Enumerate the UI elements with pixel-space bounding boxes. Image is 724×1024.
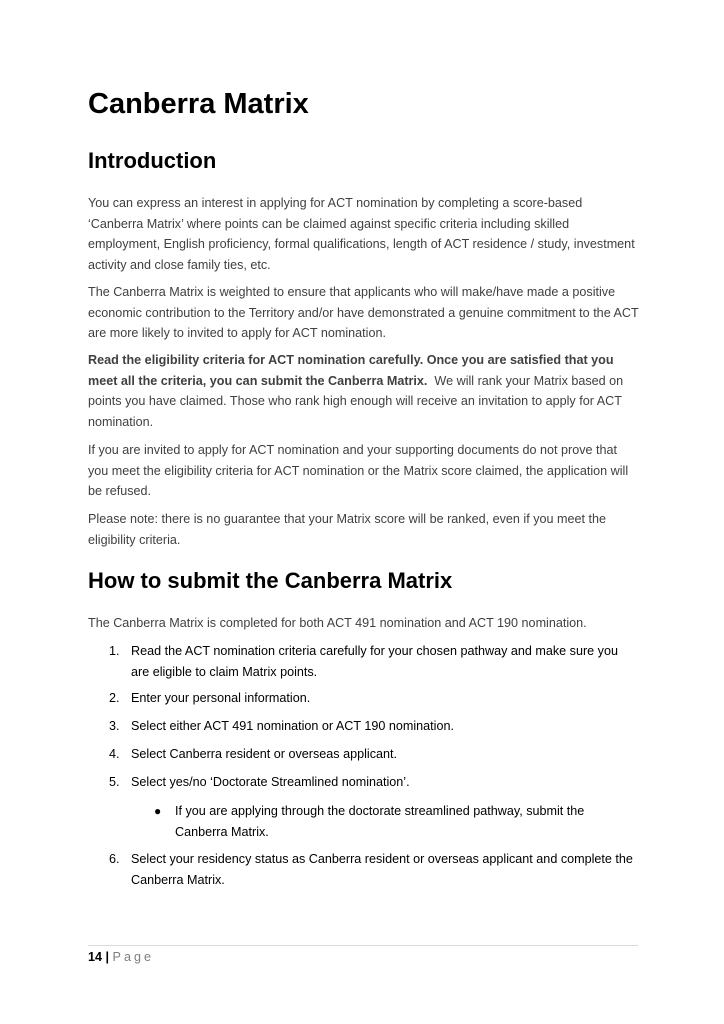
introduction-heading: Introduction — [88, 148, 217, 173]
list-item-text: Enter your personal information. — [131, 691, 311, 705]
intro-paragraph-1: You can express an interest in applying for ACT nomination by completing a score-based ‘Canberra Matrix’ where points can be claimed against specific criteria including skilled employment, English proficiency, formal qualifications, length of ACT residence / study, investment activity and close family ties, etc. — [88, 196, 635, 272]
list-item-number: 4. — [109, 747, 120, 761]
list-item-text: Select Canberra resident or overseas applicant. — [131, 747, 398, 761]
list-item-number: 5. — [109, 775, 120, 789]
list-item-number: 1. — [109, 644, 120, 658]
eligibility-bold-text: Read the eligibility criteria for ACT nomination carefully. Once you are satisfied that you meet all the criteria, you can submit the Canberra Matrix. — [88, 353, 614, 388]
list-item-number: 3. — [109, 719, 120, 733]
footer-divider — [88, 945, 638, 946]
list-item-text: Read the ACT nomination criteria carefully for your chosen pathway and make sure you are eligible to claim Matrix points. — [131, 644, 618, 679]
list-item-number: 6. — [109, 852, 120, 866]
ranking-text: We will rank your Matrix based on points you have claimed. Those who rank high enough will receive an invitation to apply for ACT nomination. — [88, 373, 627, 429]
page-number: 14 — [88, 950, 103, 964]
intro-paragraph-5: Please note: there is no guarantee that your Matrix score will be ranked, even if you meet the eligibility criteria. — [88, 512, 607, 547]
page-footer — [88, 948, 154, 966]
submit-paragraph-1: The Canberra Matrix is completed for both ACT 491 nomination and ACT 190 nomination. — [88, 616, 587, 630]
page-title: Canberra Matrix — [88, 88, 309, 120]
intro-paragraph-4: If you are invited to apply for ACT nomination and your supporting documents do not prove that you meet the eligibility criteria for ACT nomination or the Matrix score claimed, the application will be refused. — [88, 443, 629, 498]
list-item-number: 2. — [109, 691, 120, 705]
how-to-submit-heading: How to submit the Canberra Matrix — [88, 568, 453, 593]
intro-paragraph-3 — [88, 350, 640, 432]
intro-paragraph-2: The Canberra Matrix is weighted to ensure that applicants who will make/have made a positive economic contribution to the Territory and/or have demonstrated a genuine commitment to the ACT are more likely to invited to apply for ACT nomination. — [88, 285, 639, 340]
bullet-dot-icon: ● — [154, 804, 162, 818]
list-item-text: Select yes/no ‘Doctorate Streamlined nomination’. — [131, 775, 410, 789]
page-label: Page — [112, 950, 154, 964]
sub-bullet-text: If you are applying through the doctorate streamlined pathway, submit the Canberra Matrix. — [175, 804, 585, 839]
footer-separator: | — [105, 950, 110, 964]
list-item-text: Select your residency status as Canberra resident or overseas applicant and complete the Canberra Matrix. — [131, 852, 633, 887]
list-item-text: Select either ACT 491 nomination or ACT 190 nomination. — [131, 719, 454, 733]
